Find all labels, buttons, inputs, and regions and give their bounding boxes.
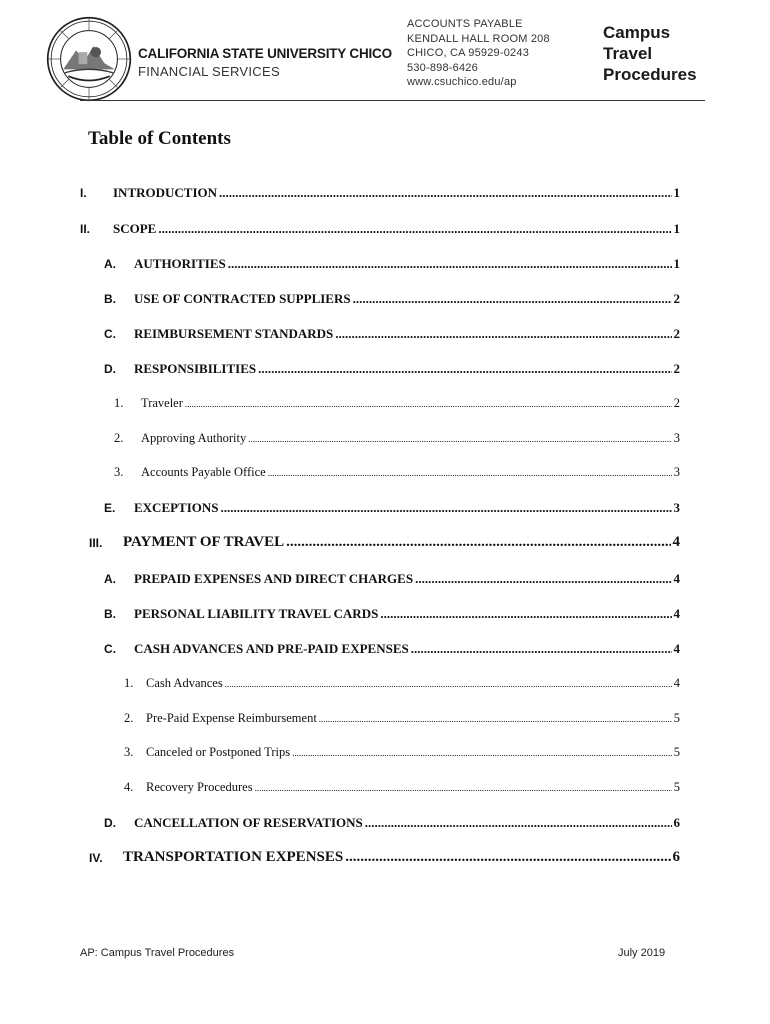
toc-entry-number: C. <box>104 642 116 656</box>
toc-entry-label: REIMBURSEMENT STANDARDS <box>134 326 334 341</box>
toc-leader-dots <box>411 641 672 657</box>
toc-leader-dots <box>319 714 672 724</box>
toc-entry-page: 4 <box>673 571 680 586</box>
toc-leader-dots <box>415 571 671 587</box>
toc-entry-number: C. <box>104 327 116 341</box>
contact-line: 530-898-6426 <box>407 61 478 74</box>
toc-entry-number: 2. <box>114 431 124 445</box>
toc-entry-label: Approving Authority <box>141 431 247 445</box>
toc-leader-dots <box>365 815 672 831</box>
toc-entry[interactable] <box>80 221 680 237</box>
contact-line: ACCOUNTS PAYABLE <box>407 18 523 30</box>
toc-entry-page: 5 <box>673 745 680 759</box>
toc-entry-label: PREPAID EXPENSES AND DIRECT CHARGES <box>134 571 414 586</box>
toc-entry-number: 3. <box>124 745 134 759</box>
toc-entry-page: 3 <box>673 431 680 445</box>
toc-leader-dots <box>353 291 672 307</box>
toc-leader-dots <box>268 468 672 478</box>
toc-entry-number: 3. <box>114 465 124 479</box>
toc-entry-label: Cash Advances <box>146 676 223 690</box>
title-line: Travel <box>603 44 653 63</box>
toc-leader-dots <box>335 326 671 342</box>
toc-entry-number: E. <box>104 501 116 515</box>
toc-entry[interactable] <box>104 361 680 377</box>
toc-entry-label: Traveler <box>141 396 183 410</box>
university-name: CALIFORNIA STATE UNIVERSITY CHICO <box>138 46 392 61</box>
toc-entry-page: 6 <box>672 849 680 865</box>
toc-entry-number: A. <box>104 257 116 271</box>
university-block <box>138 45 392 81</box>
toc-entry-label: Pre-Paid Expense Reimbursement <box>146 711 317 725</box>
toc-entry-label: RESPONSIBILITIES <box>134 361 257 376</box>
toc-entry-page: 4 <box>673 606 680 621</box>
toc-entry[interactable] <box>104 606 680 622</box>
toc-entry[interactable] <box>89 849 680 866</box>
toc-entry-label: Accounts Payable Office <box>141 465 266 479</box>
toc-entry[interactable] <box>104 291 680 307</box>
toc-entry[interactable] <box>80 185 680 201</box>
toc-entry[interactable] <box>124 780 680 795</box>
footer-date: July 2019 <box>618 947 666 959</box>
toc-entry-page: 4 <box>672 534 680 550</box>
toc-entry[interactable] <box>104 326 680 342</box>
toc-entry-number: 1. <box>124 676 134 690</box>
toc-entry-label: INTRODUCTION <box>113 185 218 200</box>
toc-entry[interactable] <box>104 256 680 272</box>
toc-entry[interactable] <box>114 431 680 446</box>
toc-entry-number: 4. <box>124 780 134 794</box>
toc-entry[interactable] <box>104 815 680 831</box>
toc-leader-dots <box>380 606 671 622</box>
toc-entry[interactable] <box>114 396 680 411</box>
toc-leader-dots <box>219 185 671 201</box>
toc-entry-page: 1 <box>673 221 680 236</box>
footer-document-name: AP: Campus Travel Procedures <box>80 947 235 959</box>
toc-entry-page: 2 <box>673 396 680 410</box>
contact-line: KENDALL HALL ROOM 208 <box>407 32 550 45</box>
toc-entry-page: 6 <box>673 815 680 830</box>
toc-entry-number: B. <box>104 292 116 306</box>
toc-entry-number: B. <box>104 607 116 621</box>
toc-entry-label: TRANSPORTATION EXPENSES <box>123 849 344 865</box>
toc-entry-page: 4 <box>673 676 680 690</box>
toc-entry-page: 1 <box>673 256 680 271</box>
toc-entry-number: 1. <box>114 396 124 410</box>
toc-entry[interactable] <box>104 571 680 587</box>
toc-entry-number: D. <box>104 816 116 830</box>
toc-leader-dots <box>258 361 671 377</box>
toc-entry-label: Canceled or Postponed Trips <box>146 745 291 759</box>
toc-entry-page: 2 <box>673 361 680 376</box>
toc-entry-page: 2 <box>673 326 680 341</box>
toc-leader-dots <box>228 256 672 272</box>
header-divider <box>80 100 705 101</box>
toc-entry-label: CANCELLATION OF RESERVATIONS <box>134 815 363 830</box>
department-name: FINANCIAL SERVICES <box>138 64 280 79</box>
toc-leader-dots <box>185 399 672 409</box>
toc-entry-number: D. <box>104 362 116 376</box>
toc-entry-number: III. <box>89 536 103 550</box>
toc-entry-label: AUTHORITIES <box>134 256 226 271</box>
toc-leader-dots <box>248 434 672 444</box>
toc-entry-label: SCOPE <box>113 221 157 236</box>
contact-line: CHICO, CA 95929-0243 <box>407 47 530 59</box>
toc-entry-page: 1 <box>673 185 680 200</box>
toc-entry-number: IV. <box>89 851 103 865</box>
toc-entry-page: 3 <box>673 465 680 479</box>
contact-website-link[interactable]: www.csuchico.edu/ap <box>407 76 517 88</box>
toc-heading: Table of Contents <box>88 128 231 149</box>
toc-leader-dots <box>255 783 672 793</box>
toc-entry[interactable] <box>114 465 680 480</box>
toc-entry-label: Recovery Procedures <box>146 780 253 794</box>
toc-entry[interactable] <box>124 711 680 726</box>
toc-entry-number: A. <box>104 572 116 586</box>
toc-entry-page: 5 <box>673 711 680 725</box>
toc-entry[interactable] <box>104 500 680 516</box>
toc-leader-dots <box>286 534 670 551</box>
title-line: Campus <box>603 23 671 42</box>
toc-entry-label: PERSONAL LIABILITY TRAVEL CARDS <box>134 606 379 621</box>
toc-entry-page: 3 <box>673 500 680 515</box>
toc-entry[interactable] <box>89 534 680 551</box>
document-title <box>603 22 697 85</box>
toc-leader-dots <box>292 748 672 758</box>
toc-entry-number: I. <box>80 186 87 200</box>
toc-entry[interactable] <box>104 641 680 657</box>
toc-entry-label: USE OF CONTRACTED SUPPLIERS <box>134 291 351 306</box>
toc-entry-page: 4 <box>673 641 680 656</box>
toc-leader-dots <box>225 679 672 689</box>
toc-entry-label: CASH ADVANCES AND PRE-PAID EXPENSES <box>134 641 409 656</box>
toc-leader-dots <box>345 849 670 866</box>
toc-entry-page: 5 <box>673 780 680 794</box>
toc-entry-page: 2 <box>673 291 680 306</box>
title-line: Procedures <box>603 65 697 84</box>
toc-entry-number: 2. <box>124 711 134 725</box>
toc-entry-number: II. <box>80 222 91 236</box>
toc-entry-label: PAYMENT OF TRAVEL <box>123 534 285 550</box>
toc-entry-label: EXCEPTIONS <box>134 500 219 515</box>
university-seal-logo <box>46 16 132 102</box>
toc-leader-dots <box>221 500 672 516</box>
toc-entry[interactable] <box>124 745 680 760</box>
contact-block <box>407 17 550 90</box>
toc-leader-dots <box>158 221 671 237</box>
toc-entry[interactable] <box>124 676 680 691</box>
